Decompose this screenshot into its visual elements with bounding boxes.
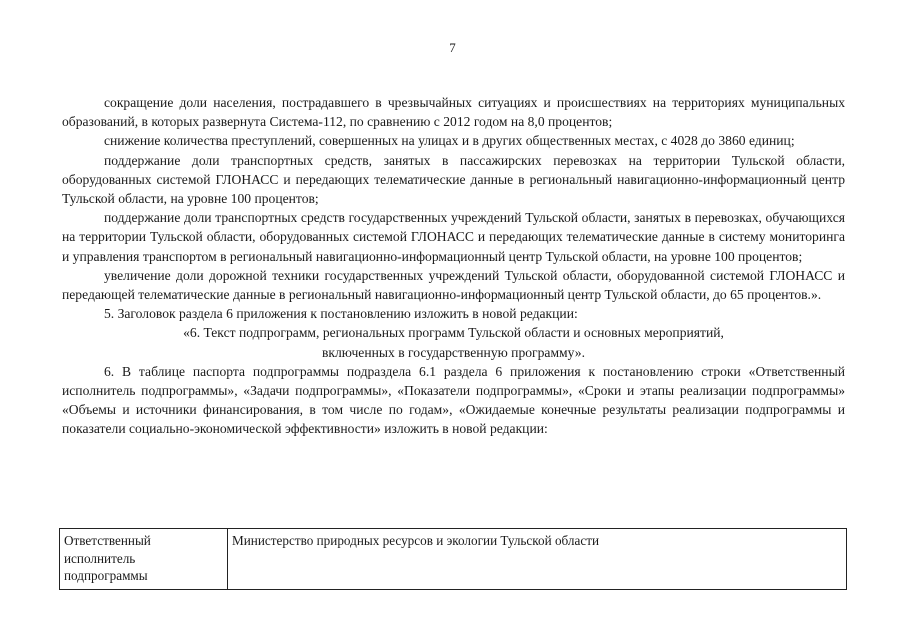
label-line: подпрограммы bbox=[64, 568, 148, 583]
paragraph-passenger-transport: поддержание доли транспортных средств, занятых в пассажирских перевозках на территории Тульской области, оборудованных системой ГЛОНАСС и передающих телематические данные в региональный навигационно-информационный центр Тульской области, на уровне 100 процентов; bbox=[62, 152, 845, 207]
paragraph-state-transport: поддержание доли транспортных средств государственных учреждений Тульской области, занятых в перевозках, обучающихся на территории Тульской области, оборудованных системой ГЛОНАСС и передающих телематические данные в систему мониторинга и управления транспортом в региональный навигационно-информационный центр Тульской области, на уровне 100 процентов; bbox=[62, 210, 845, 264]
page-number: 7 bbox=[449, 40, 456, 55]
section-heading-line-1: «6. Текст подпрограмм, региональных программ Тульской области и основных мероприятий, bbox=[183, 325, 724, 341]
label-line: исполнитель bbox=[64, 550, 136, 566]
table-row bbox=[60, 529, 847, 590]
passport-table bbox=[59, 528, 847, 590]
table-cell-value: Министерство природных ресурсов и экологии Тульской области bbox=[228, 529, 847, 590]
document-body bbox=[62, 93, 845, 439]
passport-table-wrapper bbox=[59, 528, 847, 590]
section-heading-line-2: включенных в государственную программу». bbox=[322, 344, 585, 360]
paragraph-crime-reduction: снижение количества преступлений, совершенных на улицах и в других общественных местах, с 4028 до 3860 единиц; bbox=[104, 133, 795, 149]
table-cell-label bbox=[60, 529, 228, 590]
paragraph-population-share: сокращение доли населения, пострадавшего в чрезвычайных ситуациях и происшествиях на территориях муниципальных образований, в которых развернута Система-112, по сравнению с 2012 годом на 8,0 процентов; bbox=[62, 95, 845, 130]
paragraph-item-6: 6. В таблице паспорта подпрограммы подраздела 6.1 раздела 6 приложения к постановлению строки «Ответственный исполнитель подпрограммы», «Задачи подпрограммы», «Показатели подпрограммы», «Сроки и этапы реализации подпрограммы» «Объемы и источники финансирования, в том числе по годам», «Ожидаемые конечные результаты реализации подпрограммы и показатели социально-экономической эффективности» изложить в новой редакции: bbox=[62, 363, 845, 437]
label-line: Ответственный bbox=[64, 533, 151, 548]
paragraph-item-5: 5. Заголовок раздела 6 приложения к постановлению изложить в новой редакции: bbox=[104, 306, 578, 322]
paragraph-road-machinery: увеличение доли дорожной техники государственных учреждений Тульской области, оборудованной системой ГЛОНАСС и передающей телематические данные в региональный навигационно-информационный центр Тульской области, до 65 процентов.». bbox=[62, 267, 845, 303]
